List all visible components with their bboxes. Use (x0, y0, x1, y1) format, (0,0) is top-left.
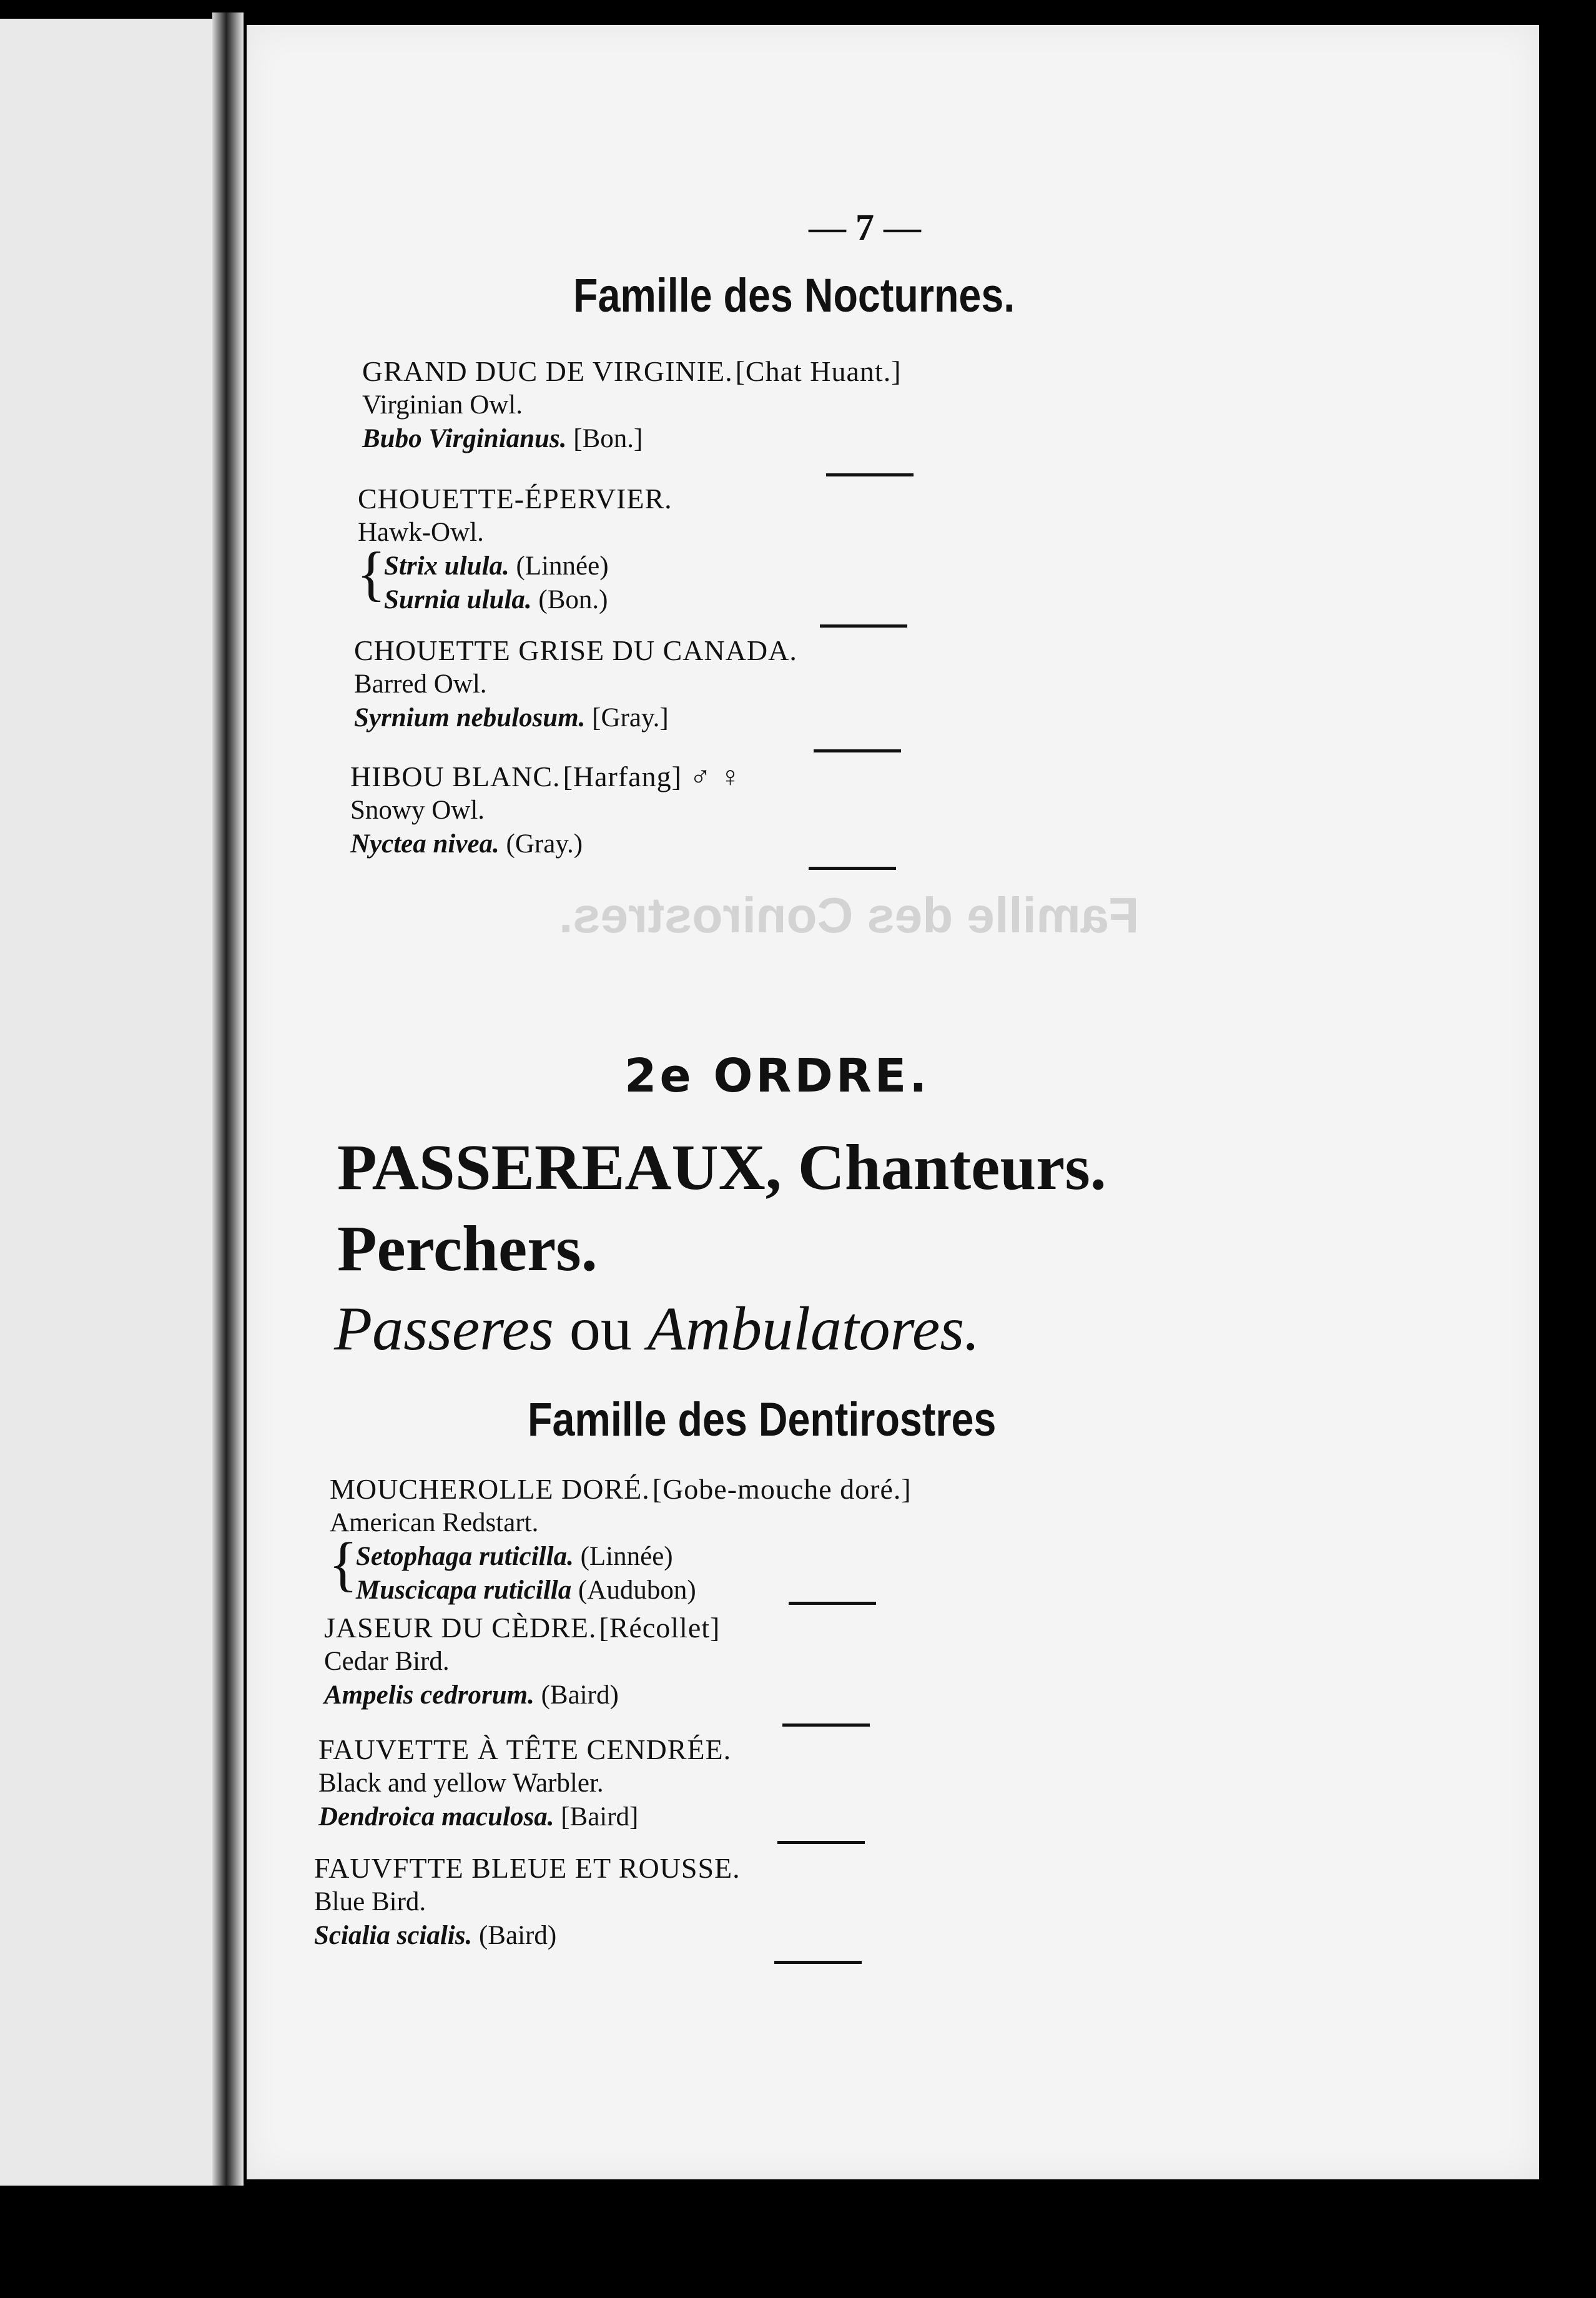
order-heading: 2e ORDRE. (624, 1049, 930, 1103)
species-entry (318, 1733, 731, 1834)
authority: (Linnée) (580, 1542, 673, 1571)
authority: [Gray.] (592, 703, 669, 732)
french-name: FAUVETTE À TÊTE CENDRÉE. (318, 1733, 732, 1765)
separator-rule (820, 624, 907, 628)
book-gutter (212, 12, 244, 2186)
connector-word: ou (553, 1294, 648, 1363)
english-name: Snowy Owl. (350, 796, 485, 825)
brace-glyph: { (328, 1531, 358, 1598)
authority: (Baird) (478, 1921, 557, 1950)
separator-rule (826, 473, 914, 476)
scientific-name: Nyctea nivea. (350, 829, 500, 859)
authority: (Linnée) (516, 551, 609, 581)
separator-rule (789, 1602, 876, 1605)
book-page (247, 25, 1539, 2179)
authority: (Baird) (541, 1680, 619, 1710)
alt-name: [Chat Huant.] (735, 355, 902, 387)
species-entry (362, 355, 902, 456)
separator-rule (774, 1961, 862, 1964)
french-name: FAUVFTTE BLEUE ET ROUSSE. (314, 1852, 741, 1884)
scientific-name: Bubo Virginianus. (362, 424, 567, 453)
authority: (Bon.) (538, 585, 608, 614)
scientific-name: Strix ulula. (384, 551, 510, 581)
separator-rule (782, 1724, 870, 1727)
scientific-name: Syrnium nebulosum. (354, 703, 586, 732)
species-entry (350, 760, 742, 861)
french-name: MOUCHEROLLE DORÉ. (330, 1473, 650, 1505)
alt-name: [Harfang] ♂ ♀ (563, 761, 742, 792)
show-through-heading: Famille des Conirostres. (559, 887, 1140, 943)
order-latin-names (334, 1293, 980, 1364)
species-entry (330, 1472, 912, 1607)
french-name: CHOUETTE GRISE DU CANADA. (354, 634, 797, 666)
scientific-name: Ampelis cedrorum. (324, 1680, 534, 1710)
species-entry (354, 634, 797, 735)
alt-name: [Récollet] (599, 1612, 721, 1644)
scientific-name: Surnia ulula. (384, 585, 532, 614)
french-name: CHOUETTE-ÉPERVIER. (358, 483, 672, 515)
english-name: Blue Bird. (314, 1887, 426, 1916)
english-name: Virginian Owl. (362, 390, 523, 420)
authority: [Bon.] (573, 424, 643, 453)
brace-glyph: { (357, 540, 387, 608)
alt-name: [Gobe-mouche doré.] (652, 1473, 912, 1505)
facing-page (0, 19, 231, 2186)
separator-rule (809, 867, 896, 870)
family-heading-nocturnes: Famille des Nocturnes. (573, 269, 1015, 322)
english-name: Hawk-Owl. (358, 518, 484, 547)
scientific-name: Scialia scialis. (314, 1921, 473, 1950)
separator-rule (777, 1841, 865, 1844)
scientific-name: Dendroica maculosa. (318, 1802, 554, 1832)
scientific-name: Muscicapa ruticilla (356, 1576, 572, 1605)
authority: (Gray.) (506, 829, 583, 859)
family-heading-dentirostres: Famille des Dentirostres (528, 1393, 997, 1446)
french-name: GRAND DUC DE VIRGINIE. (362, 355, 733, 387)
english-name: Black and yellow Warbler. (318, 1768, 604, 1798)
separator-rule (814, 749, 901, 752)
latin-name-ambulatores: Ambulatores. (647, 1294, 980, 1363)
order-title-line2: Perchers. (337, 1213, 598, 1285)
order-title-line1: PASSEREAUX, Chanteurs. (337, 1132, 1106, 1203)
species-entry (358, 482, 672, 617)
latin-name-passeres: Passeres (334, 1294, 554, 1363)
french-name: JASEUR DU CÈDRE. (324, 1612, 597, 1644)
english-name: American Redstart. (330, 1508, 539, 1537)
authority: [Baird] (561, 1802, 639, 1832)
authority: (Audubon) (578, 1576, 696, 1605)
scientific-name: Setophaga ruticilla. (356, 1542, 574, 1571)
page-number: — 7 — (809, 207, 921, 248)
english-name: Barred Owl. (354, 669, 487, 699)
species-entry (324, 1611, 720, 1712)
english-name: Cedar Bird. (324, 1647, 450, 1676)
species-entry (314, 1852, 741, 1953)
french-name: HIBOU BLANC. (350, 761, 561, 792)
